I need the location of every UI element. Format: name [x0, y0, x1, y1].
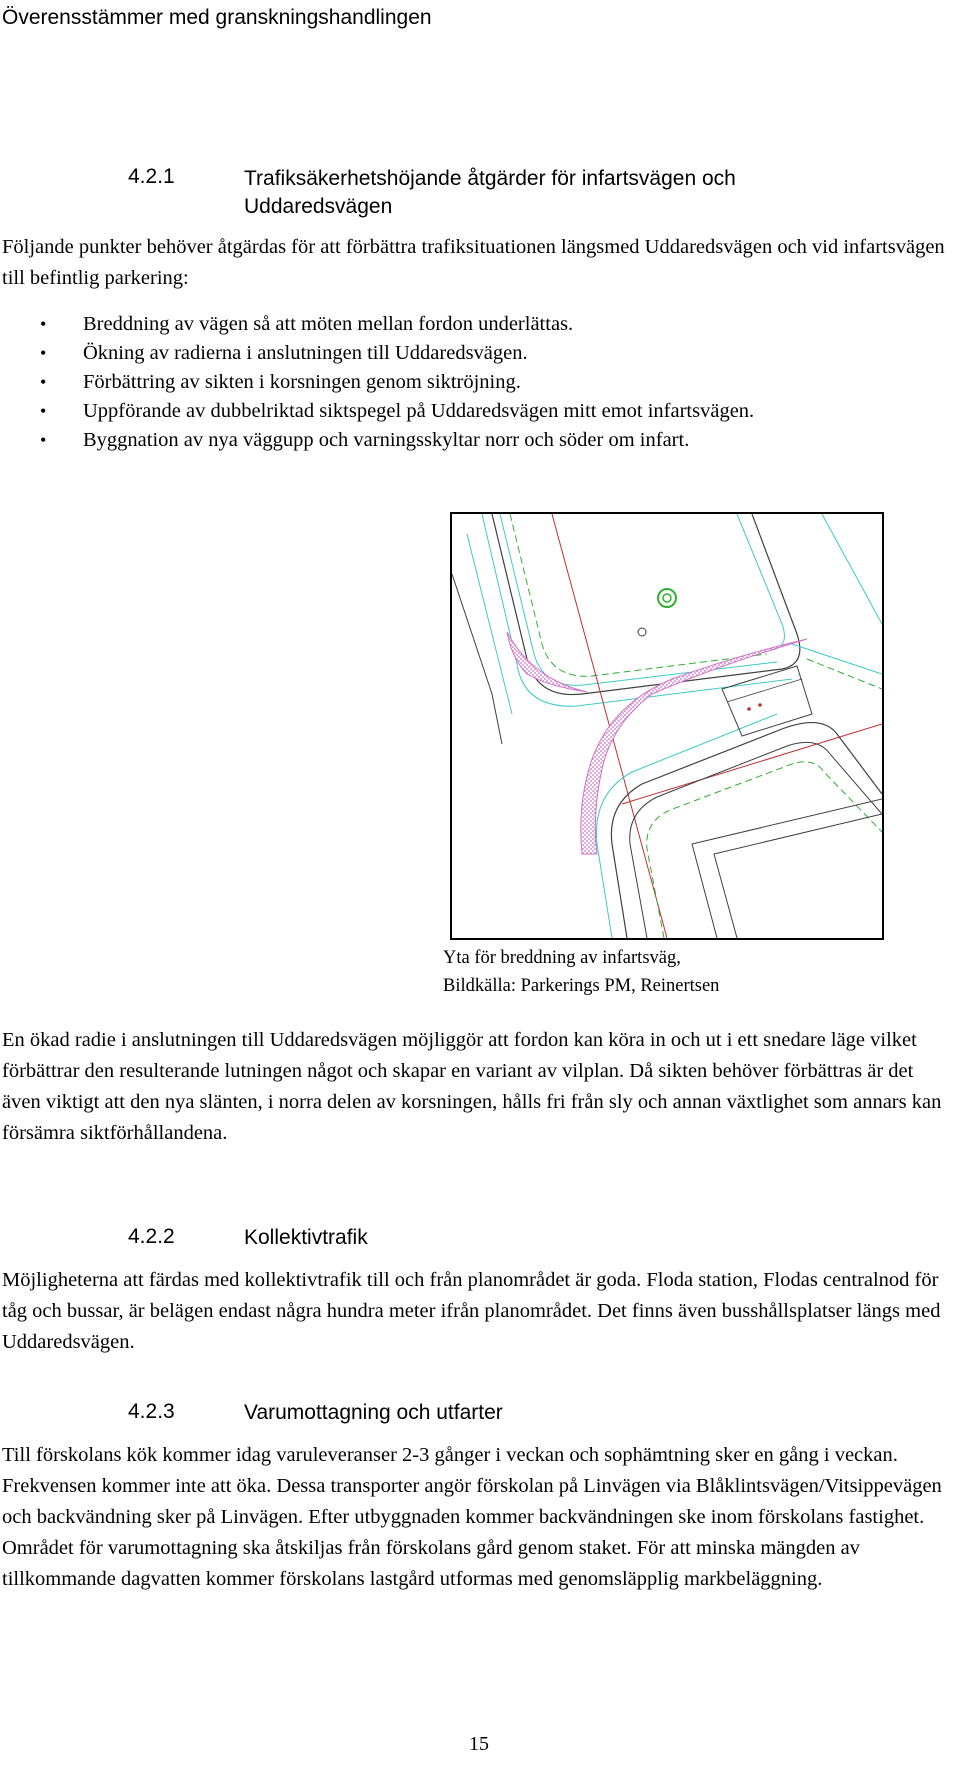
- caption-line: Bildkälla: Parkerings PM, Reinertsen: [443, 976, 720, 996]
- bullet-list: [40, 310, 754, 455]
- page-number: 15: [469, 1733, 489, 1755]
- section-number: 4.2.1: [128, 165, 175, 188]
- section-number: 4.2.2: [128, 1225, 175, 1248]
- list-item: • Ökning av radierna i anslutningen till Uddaredsvägen.: [40, 339, 754, 368]
- site-plan-figure: [450, 512, 884, 940]
- section-number: 4.2.3: [128, 1400, 175, 1423]
- intro-paragraph: Följande punkter behöver åtgärdas för att förbättra trafiksituationen längsmed Uddaredsvägen och vid infartsvägen till befintlig parkering:: [2, 236, 945, 289]
- caption-line: Yta för breddning av infartsväg,: [443, 948, 681, 968]
- site-plan-drawing: [452, 514, 882, 938]
- section-title: [244, 165, 736, 221]
- section-title: Kollektivtrafik: [244, 1226, 368, 1249]
- list-item: • Byggnation av nya väggupp och varningsskyltar norr och söder om infart.: [40, 426, 754, 455]
- body-paragraph: En ökad radie i anslutningen till Uddaredsvägen möjliggör att fordon kan köra in och ut i ett snedare läge vilket förbättrar den resulterande lutningen något och skapar en variant av vilplan. Då sikten behöver förbättras är det även viktigt att den nya slänten, i norra delen av korsningen, hålls fri från sly och annan växtlighet som annars kan försämra siktförhållandena.: [2, 1029, 942, 1144]
- body-paragraph: Till förskolans kök kommer idag varuleveranser 2-3 gånger i veckan och sophämtning sker en gång i veckan. Frekvensen kommer inte att öka. Dessa transporter angör förskolan på Linvägen via Blåklintsvägen/Vitsippevägen och backvändning sker på Linvägen. Efter utbyggnaden kommer backvändningen ske inom förskolans fastighet. Området för varumottagning ska åtskiljas från förskolans gård genom staket. För att minska mängden av tillkommande dagvatten kommer förskolans lastgård utformas med genomsläpplig markbeläggning.: [2, 1444, 942, 1590]
- figure-caption: [443, 944, 719, 1000]
- list-item: • Förbättring av sikten i korsningen genom siktröjning.: [40, 368, 754, 397]
- document-header: Överensstämmer med granskningshandlingen: [2, 6, 432, 29]
- list-item: • Breddning av vägen så att möten mellan fordon underlättas.: [40, 310, 754, 339]
- list-item: • Uppförande av dubbelriktad siktspegel på Uddaredsvägen mitt emot infartsvägen.: [40, 397, 754, 426]
- body-paragraph: Möjligheterna att färdas med kollektivtrafik till och från planområdet är goda. Floda station, Flodas centralnod för tåg och bussar, är belägen endast några hundra meter ifrån planområdet. Det finns även busshållsplatser längs med Uddaredsvägen.: [2, 1269, 941, 1353]
- section-title-line: Uddaredsvägen: [244, 195, 393, 218]
- section-title: Varumottagning och utfarter: [244, 1401, 503, 1424]
- section-title-line: Trafiksäkerhetshöjande åtgärder för infartsvägen och: [244, 167, 736, 190]
